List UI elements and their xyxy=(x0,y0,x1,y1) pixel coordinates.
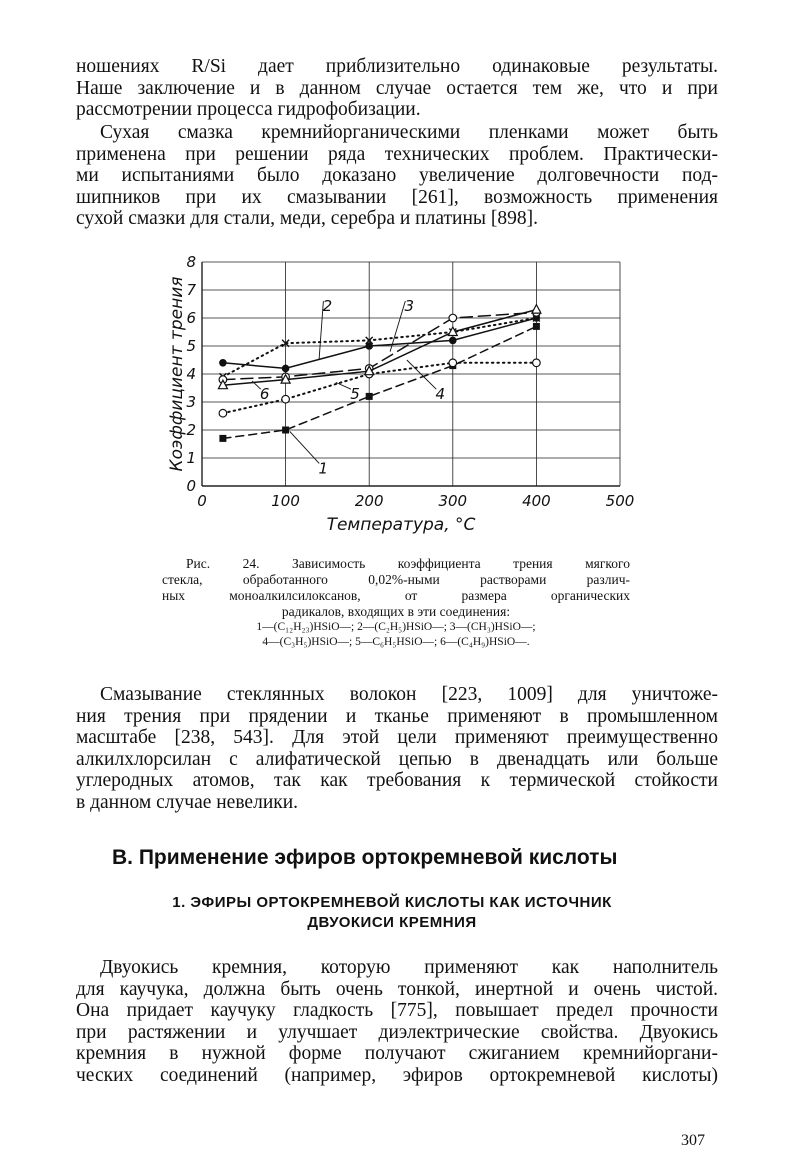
series-line-3 xyxy=(223,318,537,377)
y-tick-label: 4 xyxy=(186,365,196,383)
series-leader-1 xyxy=(290,431,319,463)
figure-caption xyxy=(162,556,630,650)
y-tick-label: 8 xyxy=(186,253,196,271)
text-line: применена при решении ряда технических проблем. Практически- xyxy=(76,143,718,165)
series-label-1: 1 xyxy=(318,459,328,478)
chart-grid xyxy=(202,262,620,486)
text-line: ния трения при прядении и тканье применяют в промышленном xyxy=(76,705,718,727)
data-point-5 xyxy=(219,409,227,417)
data-point-5 xyxy=(533,359,541,367)
series-label-2: 2 xyxy=(322,297,333,315)
x-tick-label: 100 xyxy=(271,492,300,510)
text-line: ческих соединений (например, эфиров ортокремневой кислоты) xyxy=(76,1064,718,1086)
x-tick-label: 200 xyxy=(354,492,384,510)
chart-series xyxy=(218,305,541,442)
text-line: Наше заключение и в данном случае остается тем же, что и при xyxy=(76,77,718,99)
data-point-5 xyxy=(282,395,290,403)
series-leader-5 xyxy=(336,382,351,389)
data-point-2 xyxy=(282,365,290,373)
x-tick-label: 0 xyxy=(197,492,207,510)
chart-axes xyxy=(167,253,634,535)
data-point-2 xyxy=(449,337,457,345)
x-axis-label: Температура, °С xyxy=(326,515,476,535)
y-tick-label: 1 xyxy=(186,449,196,467)
paragraph-1 xyxy=(76,56,718,121)
y-tick-label: 0 xyxy=(186,477,196,495)
text-line: рассмотрении процесса гидрофобизации. xyxy=(76,99,421,121)
paragraph-3 xyxy=(76,684,718,814)
text-line: в данном случае невелики. xyxy=(76,791,299,813)
x-tick-label: 400 xyxy=(522,492,551,510)
y-tick-label: 7 xyxy=(186,281,196,299)
data-point-1 xyxy=(366,393,373,400)
x-tick-label: 300 xyxy=(438,492,468,510)
series-label-6: 6 xyxy=(259,385,270,404)
text-line: Она придает каучуку гладкость [775], повышает предел прочности xyxy=(76,1000,718,1022)
chart-labels xyxy=(252,297,445,477)
chart-svg xyxy=(150,248,640,548)
data-point-4 xyxy=(449,314,457,322)
text-line: Двуокись кремния, которую применяют как наполнитель xyxy=(100,957,718,978)
text-line: сухой смазки для стали, меди, серебра и платины [898]. xyxy=(76,208,538,230)
text-line: при растяжении и улучшает диэлектрические свойства. Двуокись xyxy=(76,1021,718,1043)
caption-line: радикалов, входящих в эти соединения: xyxy=(281,604,511,619)
section-heading: В. Применение эфиров ортокремневой кислоты xyxy=(112,846,618,869)
series-label-4: 4 xyxy=(435,385,446,404)
text-line: алкилхлорсилан с алифатической цепью в двенадцать или больше xyxy=(76,748,718,770)
friction-chart xyxy=(150,248,640,548)
data-point-1 xyxy=(282,427,289,434)
text-line: масштабе [238, 543]. Для этой цели применяют преимущественно xyxy=(76,727,718,749)
y-tick-label: 2 xyxy=(186,421,196,439)
y-tick-label: 6 xyxy=(186,309,196,327)
text-line: для каучука, должна быть очень тонкой, инертной и очень чистой. xyxy=(76,978,718,1000)
text-line: кремния в нужной форме получают сжиганием кремнийоргани- xyxy=(76,1043,718,1065)
subsection-heading xyxy=(112,893,672,933)
data-point-1 xyxy=(533,323,540,330)
y-axis-label: Коэффициент трения xyxy=(167,276,187,472)
series-label-5: 5 xyxy=(350,385,360,404)
caption-line: Рис. 24. Зависимость коэффициента трения мягкого xyxy=(186,556,630,571)
y-tick-label: 3 xyxy=(186,393,196,411)
subsection-heading-line: 1. ЭФИРЫ ОРТОКРЕМНЕВОЙ КИСЛОТЫ КАК ИСТОЧНИК xyxy=(172,894,612,911)
text-line: ми испытаниями было доказано увеличение долговечности под- xyxy=(76,165,718,187)
series-line-1 xyxy=(223,326,537,438)
paragraph-2 xyxy=(76,122,718,230)
caption-formula: 4—(C₃H₅)HSiO—; 5—C₆H₅HSiO—; 6—(C₄H₉)HSiO—. xyxy=(262,636,530,648)
data-point-5 xyxy=(449,359,457,367)
series-label-3: 3 xyxy=(404,297,415,315)
text-line: Сухая смазка кремнийорганическими пленками может быть xyxy=(100,122,718,143)
text-line: Смазывание стеклянных волокон [223, 1009] для уничтоже- xyxy=(100,684,718,705)
data-point-2 xyxy=(219,359,227,367)
text-line: шипников при их смазывании [261], возможность применения xyxy=(76,186,718,208)
caption-line: ных моноалкилсилоксанов, от размера органических xyxy=(162,588,630,603)
page-number: 307 xyxy=(681,1132,705,1149)
paragraph-4 xyxy=(76,957,718,1087)
text-line: ношениях R/Si дает приблизительно одинаковые результаты. xyxy=(76,56,718,77)
x-tick-label: 500 xyxy=(605,492,635,510)
series-leader-4 xyxy=(407,360,436,389)
series-line-5 xyxy=(223,363,537,413)
text-line: углеродных атомов, так как требования к термической стойкости xyxy=(76,770,718,792)
y-tick-label: 5 xyxy=(186,337,196,355)
data-point-6 xyxy=(532,305,541,314)
data-point-1 xyxy=(219,435,226,442)
caption-line: стекла, обработанного 0,02%-ными растворами различ- xyxy=(162,572,630,587)
caption-formula: 1—(C₁₂H₂₃)HSiO—; 2—(C₂H₅)HSiO—; 3—(CH₃)HSiO—; xyxy=(256,621,536,633)
subsection-heading-line: ДВУОКИСИ КРЕМНИЯ xyxy=(307,914,477,931)
